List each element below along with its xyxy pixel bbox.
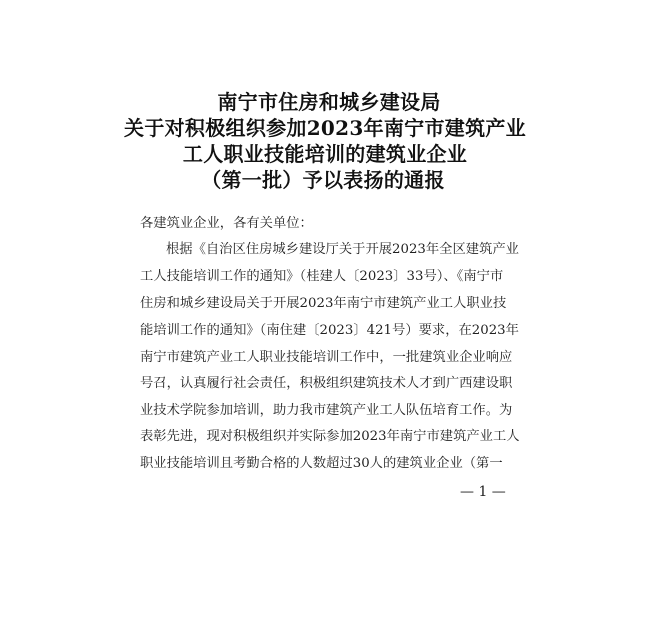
title-line-issuer: 南宁市住房和城乡建设局 [217, 90, 441, 114]
body-line-7: 业技术学院参加培训，助力我市建筑产业工人队伍培育工作。为 [140, 403, 513, 418]
title-line-subject-2: 工人职业技能培训的建筑业企业 [182, 142, 468, 166]
body-line-3: 住房和城乡建设局关于开展2023年南宁市建筑产业工人职业技 [140, 296, 507, 311]
body-line-6: 号召，认真履行社会责任，积极组织建筑技术人才到广西建设职 [140, 376, 513, 391]
salutation: 各建筑业企业，各有关单位： [140, 216, 313, 231]
page-number: — 1 — [460, 484, 506, 500]
title-line-subject-3: （第一批）予以表扬的通报 [201, 168, 445, 192]
body-line-1: 根据《自治区住房城乡建设厅关于开展2023年全区建筑产业 [166, 242, 519, 257]
body-line-8: 表彰先进，现对积极组织并实际参加2023年南宁市建筑产业工人 [140, 429, 520, 444]
body-line-4: 能培训工作的通知》（南住建〔2023〕421号）要求，在2023年 [140, 323, 519, 338]
body-line-5: 南宁市建筑产业工人职业技能培训工作中，一批建筑业企业响应 [140, 350, 513, 365]
document-title [0, 89, 650, 193]
title-line-subject-1: 关于对积极组织参加2023年南宁市建筑产业 [124, 116, 526, 140]
body-line-9: 职业技能培训且考勤合格的人数超过30人的建筑业企业（第一 [140, 456, 503, 471]
body-line-2: 工人技能培训工作的通知》（桂建人〔2023〕33号）、《南宁市 [140, 269, 504, 284]
